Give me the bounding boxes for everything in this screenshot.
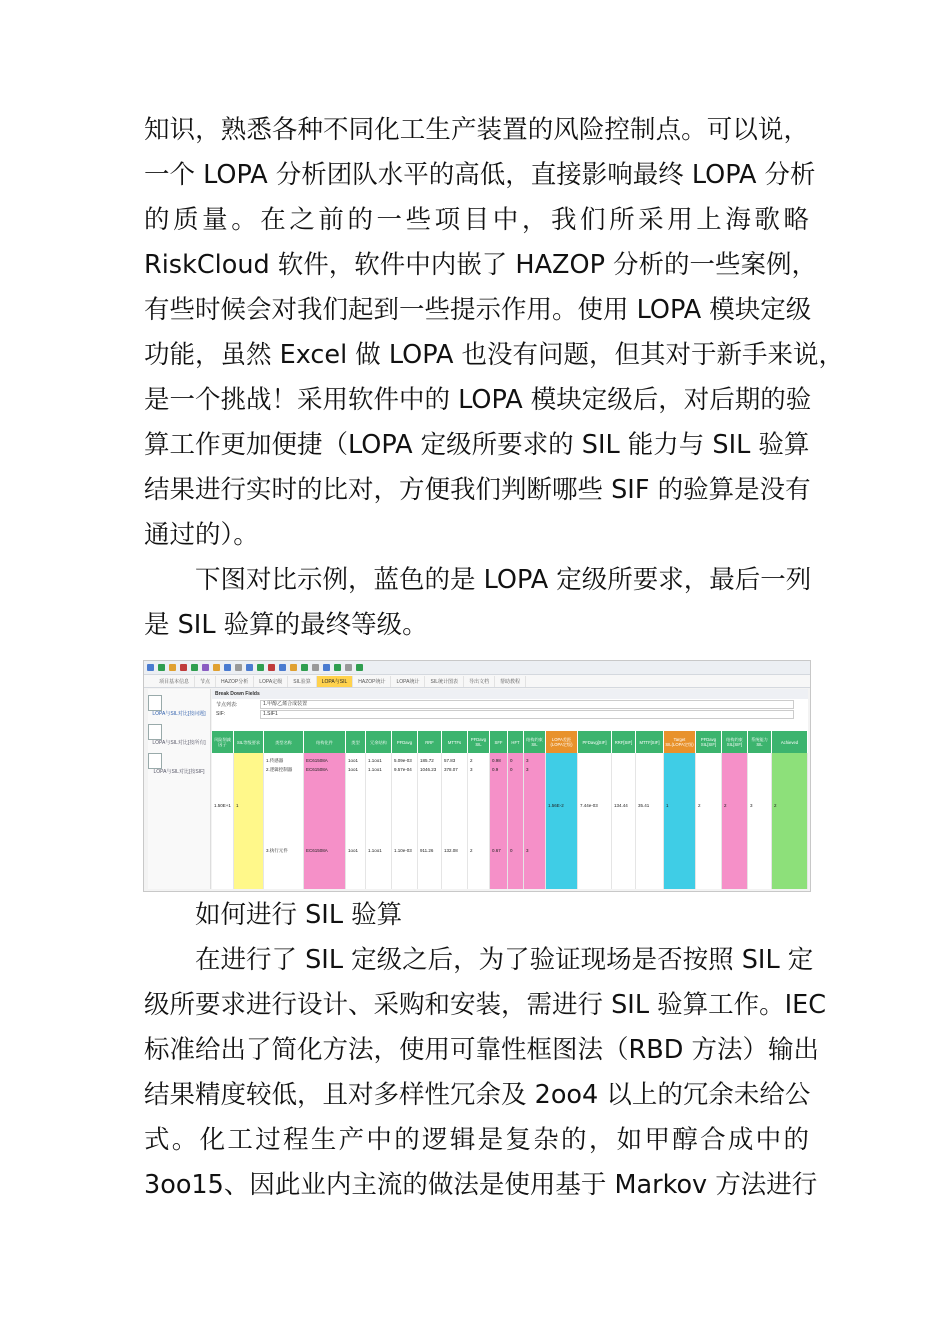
pfd-sil-sif-cell: 2 — [698, 803, 701, 808]
column-header[interactable]: PFDavg SIL — [468, 731, 490, 753]
text-line: 一个 LOPA 分析团队水平的高低，直接影响最终 LOPA 分析 — [144, 160, 816, 190]
grid-cell: 1.1oo1 — [368, 758, 382, 763]
document-icon — [148, 695, 162, 711]
column-header[interactable]: 系统能力SIL — [748, 731, 772, 753]
column-header[interactable]: 风险削减因子 — [212, 731, 234, 753]
tab-lopa-sil[interactable]: LOPA与SIL — [317, 676, 353, 687]
grid-cell: 1oo1 — [348, 758, 359, 763]
paragraph-lopa-software — [144, 108, 845, 558]
grid-cell: 132.08 — [444, 848, 458, 853]
column-header[interactable]: MTTFs — [442, 731, 468, 753]
grid-column — [212, 753, 234, 889]
grid-column — [304, 753, 346, 889]
grid-cell: 0 — [510, 848, 513, 853]
text-line: 算工作更加便捷（LOPA 定级所要求的 SIL 能力与 SIL 验算 — [144, 430, 810, 460]
tab-bar — [144, 675, 810, 688]
target-sil-cell: 1 — [666, 803, 669, 808]
grid-column — [722, 753, 748, 889]
section-heading — [144, 893, 809, 938]
grid-column — [234, 753, 264, 889]
sidebar-item-by-sif[interactable] — [148, 753, 210, 776]
sif-select[interactable]: 1.SIF1 — [260, 710, 794, 719]
rrf-cell: 1.50E+1 — [214, 803, 231, 808]
tab-lopa[interactable]: LOPA定级 — [254, 676, 288, 687]
column-header[interactable]: SFF — [490, 731, 508, 753]
column-header[interactable]: Target SIL(LOPA定级) — [664, 731, 696, 753]
grid-cell: 1.1oo1 — [368, 767, 382, 772]
grid-cell: 3 — [526, 758, 529, 763]
document-icon — [148, 724, 162, 740]
grid-column — [508, 753, 524, 889]
grid-column — [392, 753, 418, 889]
mttf-sif-cell: 35.41 — [638, 803, 650, 808]
grid-cell: 1.10e-03 — [394, 848, 412, 853]
software-screenshot — [143, 660, 811, 892]
text-line: 标准给出了简化方法，使用可靠性框图法（RBD 方法）输出 — [144, 1035, 819, 1065]
grid-cell: 0.67 — [492, 848, 501, 853]
grid-column — [578, 753, 612, 889]
grid-column — [524, 753, 546, 889]
constraint-sil-sif-cell: 2 — [724, 803, 727, 808]
sil-required-cell: 1 — [236, 803, 239, 808]
sif-field[interactable] — [212, 709, 808, 719]
grid-column — [636, 753, 664, 889]
column-header[interactable]: 类型名称 — [264, 731, 304, 753]
grid-column — [772, 753, 808, 889]
grid-cell: 1.传感器 — [266, 758, 284, 763]
node-select[interactable]: 1.甲醇乙烯合成装置 — [260, 700, 794, 709]
main-panel — [212, 689, 808, 889]
node-field[interactable] — [212, 699, 808, 709]
grid-column — [696, 753, 722, 889]
text-line: 3oo15、因此业内主流的做法是使用基于 Markov 方法进行 — [144, 1170, 818, 1200]
grid-cell: 2.逻辑控制器 — [266, 767, 293, 772]
tab-export[interactable]: 导出文档 — [464, 676, 495, 687]
system-sil-cell: 3 — [750, 803, 753, 808]
column-header[interactable]: 类型 — [346, 731, 366, 753]
grid-cell: 911.26 — [420, 848, 434, 853]
text-line: 是一个挑战！采用软件中的 LOPA 模块定级后，对后期的验 — [144, 385, 812, 415]
heading-text: 如何进行 SIL 验算 — [195, 900, 403, 930]
grid-cell: 57.83 — [444, 758, 456, 763]
column-header[interactable]: PFDavg[SIF] — [578, 731, 612, 753]
grid-cell: 1oo1 — [348, 848, 359, 853]
grid-column — [442, 753, 468, 889]
grid-cell: 0 — [510, 758, 513, 763]
column-header[interactable]: 结构约束SIL — [524, 731, 546, 753]
text-line: 知识，熟悉各种不同化工生产装置的风险控制点。可以说， — [144, 115, 809, 145]
column-header[interactable]: RRF[SIF] — [612, 731, 636, 753]
grid-cell: EC61508A — [306, 767, 328, 772]
achieved-sil-cell: 2 — [774, 803, 777, 808]
grid-column — [418, 753, 442, 889]
sidebar-item-label: LOPA与SIL对比[按所有] — [152, 740, 206, 746]
text-line: 有些时候会对我们起到一些提示作用。使用 LOPA 模块定级 — [144, 295, 812, 325]
grid-column — [346, 753, 366, 889]
section-header: Break Down Fields — [212, 689, 808, 699]
text-line: RiskCloud 软件，软件中内嵌了 HAZOP 分析的一些案例， — [144, 250, 818, 280]
column-header[interactable]: 结构化件 — [304, 731, 346, 753]
lopa-gap-cell: 1.56E-2 — [548, 803, 564, 808]
grid-column — [748, 753, 772, 889]
sidebar-item-label: LOPA与SIL对比[按SIF] — [153, 769, 205, 775]
grid-column — [264, 753, 304, 889]
grid-cell: 378.07 — [444, 767, 458, 772]
text-line: 是 SIL 验算的最终等级。 — [144, 610, 428, 640]
grid-cell: 0.98 — [492, 758, 501, 763]
grid-cell: 0 — [510, 767, 513, 772]
text-line: 结果精度较低，且对多样性冗余及 2oo4 以上的冗余未给公 — [144, 1080, 811, 1110]
grid-cell: 1oo1 — [348, 767, 359, 772]
grid-cell: 2 — [470, 758, 473, 763]
text-line: 式。化工过程生产中的逻辑是复杂的，如甲醇合成中的 — [144, 1125, 809, 1155]
grid-cell: 3 — [470, 767, 473, 772]
sidebar — [148, 689, 211, 889]
grid-column — [612, 753, 636, 889]
column-header[interactable]: PFDavg SIL[SIF] — [696, 731, 722, 753]
field-label: SIF: — [216, 711, 226, 717]
grid-cell: 3.执行元件 — [266, 848, 288, 853]
tab-project-info[interactable]: 项目基本信息 — [154, 676, 195, 687]
grid-column — [664, 753, 696, 889]
column-header[interactable]: 结构约束SIL[SIF] — [722, 731, 748, 753]
grid-cell: EC61508A — [306, 758, 328, 763]
tab-nodes[interactable]: 节点 — [195, 676, 216, 687]
grid-cell: 5.09e-03 — [394, 758, 412, 763]
text-line: 下图对比示例，蓝色的是 LOPA 定级所要求，最后一列 — [195, 565, 812, 595]
grid-column — [546, 753, 578, 889]
column-header[interactable]: LOPA差距(LOPA定级) — [546, 731, 578, 753]
grid-cell: 9.57e-04 — [394, 767, 412, 772]
tab-lopa-stats[interactable]: LOPA统计 — [391, 676, 425, 687]
column-header[interactable]: RRF — [418, 731, 442, 753]
rrf-sif-cell: 134.44 — [614, 803, 628, 808]
column-header[interactable]: PFDavg — [392, 731, 418, 753]
document-icon — [148, 753, 162, 769]
tab-hazop[interactable]: HAZOP分析 — [216, 676, 254, 687]
grid-cell: EC61508A — [306, 848, 328, 853]
column-header[interactable]: HFT — [508, 731, 524, 753]
toolbar — [144, 661, 810, 675]
text-line: 结果进行实时的比对，方便我们判断哪些 SIF 的验算是没有 — [144, 475, 811, 505]
grid-cell: 0.9 — [492, 767, 499, 772]
grid-column — [468, 753, 490, 889]
column-header[interactable]: MTTF[SIF] — [636, 731, 664, 753]
column-header[interactable]: 冗余结构 — [366, 731, 392, 753]
sidebar-item-by-all[interactable] — [148, 724, 210, 747]
tab-hazop-stats[interactable]: HAZOP统计 — [353, 676, 391, 687]
text-line: 通过的）。 — [144, 520, 259, 550]
sidebar-item-label: LOPA与SIL对比[按问题] — [152, 711, 206, 717]
text-line: 在进行了 SIL 定级之后，为了验证现场是否按照 SIL 定 — [195, 945, 814, 975]
grid-cell: 1046.23 — [420, 767, 437, 772]
text-line: 级所要求进行设计、采购和安装，需进行 SIL 验算工作。IEC — [144, 990, 827, 1020]
tab-sil-charts[interactable]: SIL统计图表 — [425, 676, 464, 687]
tab-help[interactable]: 帮助教程 — [495, 676, 526, 687]
grid-cell: 1.1oo1 — [368, 848, 382, 853]
grid-cell: 3 — [526, 767, 529, 772]
pfd-sif-cell: 7.44e-03 — [580, 803, 598, 808]
text-line: 的质量。在之前的一些项目中，我们所采用上海歌略 — [144, 205, 809, 235]
grid-column — [366, 753, 392, 889]
column-header[interactable]: SIL等级要求 — [234, 731, 264, 753]
grid-cell: 185.72 — [420, 758, 434, 763]
grid-cell: 3 — [526, 848, 529, 853]
tab-sil[interactable]: SIL验算 — [288, 676, 317, 687]
comparison-grid — [212, 731, 808, 889]
field-label: 节点列表: — [216, 701, 238, 708]
paragraph-sil-verification — [144, 938, 827, 1208]
text-line: 功能，虽然 Excel 做 LOPA 也没有问题，但其对于新手来说， — [144, 340, 845, 370]
grid-cell: 2 — [470, 848, 473, 853]
column-header[interactable]: Achieved — [772, 731, 808, 753]
grid-column — [490, 753, 508, 889]
sidebar-item-by-question[interactable] — [148, 695, 210, 718]
paragraph-figure-intro — [144, 558, 812, 648]
